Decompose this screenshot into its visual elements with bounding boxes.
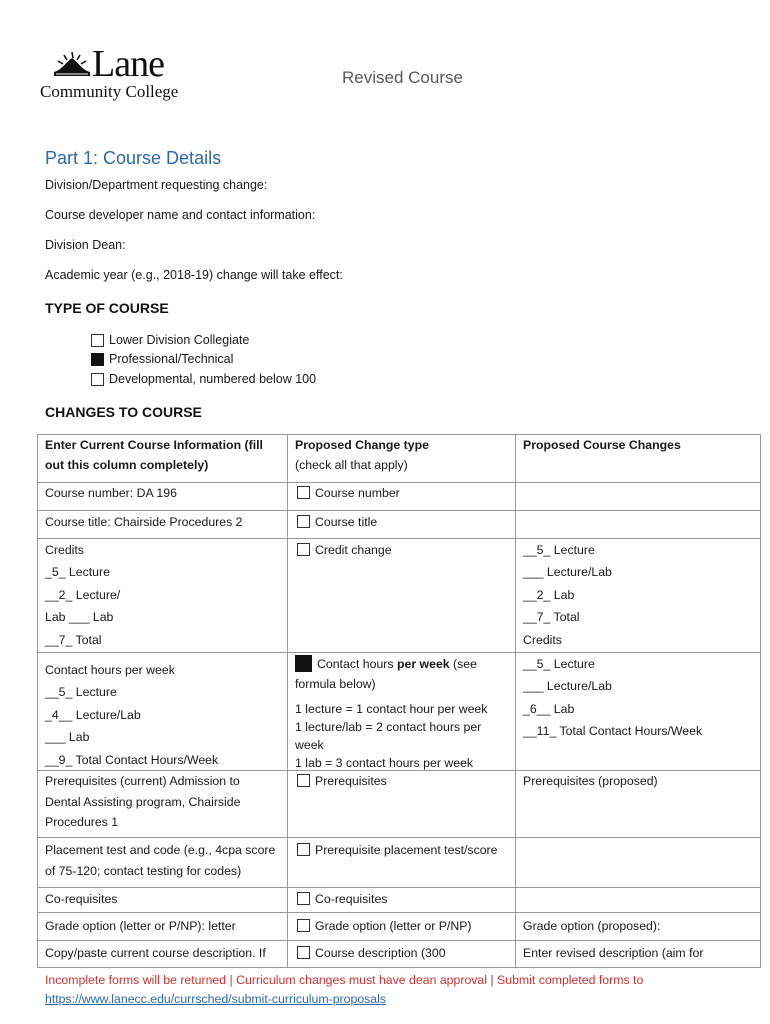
checkbox-label: Prerequisite placement test/score [315,843,498,857]
credits-lecture-lab: __2_ Lecture/ [45,588,121,602]
formula-line2: 1 lecture/lab = 2 contact hours per [295,720,482,734]
prereq-current-line1: Prerequisites (current) Admission to [45,774,240,788]
submission-link[interactable]: https://www.lanecc.edu/currsched/submit-curriculum-proposals [45,992,387,1006]
formula-line1: 1 lecture = 1 contact hour per week [295,702,488,716]
current-course-number: Course number: DA 196 [45,486,177,500]
option-label: Lower Division Collegiate [109,333,250,347]
checkbox[interactable] [297,892,310,905]
credits-lab: Lab ___ Lab [45,610,114,624]
prereq-proposed: Prerequisites (proposed) [523,774,658,788]
checkbox[interactable] [91,373,104,386]
col2-header-line2: (check all that apply) [295,458,408,472]
checkbox[interactable] [297,515,310,528]
checkbox-label: Course number [315,486,400,500]
checkbox-label: Grade option (letter or P/NP) [315,919,472,933]
checkbox[interactable] [297,486,310,499]
checkbox[interactable] [297,946,310,959]
proposed-contact-total: __11_ Total Contact Hours/Week [523,724,703,738]
col2-header-line1: Proposed Change type [295,438,429,452]
placement-current-line2: of 75-120; contact testing for codes) [45,864,242,878]
field-developer-label: Course developer name and contact information: [45,208,316,222]
contact-hours-lecture: __5_ Lecture [45,685,117,699]
changes-heading: CHANGES TO COURSE [45,404,202,420]
section-heading-part1: Part 1: Course Details [45,148,222,168]
field-division-label: Division/Department requesting change: [45,178,268,192]
checkbox[interactable] [91,334,104,347]
contact-hours-label: Contact hours per week [45,663,175,677]
checkbox-checked[interactable] [91,353,104,366]
logo-wordmark: Lane [92,43,164,85]
change-contact-hours[interactable] [295,654,477,674]
credits-label: Credits [45,543,84,557]
contact-hours-total: __9_ Total Contact Hours/Week [45,753,219,767]
checkbox-checked[interactable] [295,655,312,672]
current-course-title: Course title: Chairside Procedures 2 [45,515,243,529]
footer-notice-text: Incomplete forms will be returned | Curriculum changes must have dean approval | Submit completed forms to [45,973,644,987]
checkbox-label: Course title [315,515,378,529]
change-course-title[interactable] [297,512,377,532]
contact-hours-lecture-lab: _4__ Lecture/Lab [45,708,141,722]
description-current: Copy/paste current course description. If [45,946,266,960]
proposed-credits-label: Credits [523,633,562,647]
checkbox-label: Co-requisites [315,892,388,906]
proposed-contact-lecture: __5_ Lecture [523,657,595,671]
checkbox[interactable] [297,774,310,787]
change-credits[interactable] [297,540,392,560]
field-dean-label: Division Dean: [45,238,126,252]
changes-table [37,434,761,967]
credits-lecture: _5_ Lecture [45,565,110,579]
proposed-contact-lecture-lab: ___ Lecture/Lab [523,679,612,693]
option-lower-division[interactable] [91,333,249,347]
logo-subtitle: Community College [40,82,179,101]
checkbox-label: Prerequisites [315,774,387,788]
option-professional-technical[interactable] [91,352,233,366]
option-developmental[interactable] [91,372,316,386]
checkbox[interactable] [297,843,310,856]
college-logo [40,42,200,102]
formula-line4: 1 lab = 3 contact hours per week [295,756,474,770]
proposed-contact-lab: _6__ Lab [523,702,575,716]
checkbox-label: Contact hours per week (see [317,657,477,671]
option-label: Developmental, numbered below 100 [109,372,317,386]
proposed-credits-lab: __2_ Lab [523,588,575,602]
prereq-current-line2: Dental Assisting program, Chairside [45,795,241,809]
change-placement[interactable] [297,840,498,860]
proposed-credits-total: __7_ Total [523,610,580,624]
sunrise-logo-icon [52,50,92,78]
contact-hours-change-line2: formula below) [295,677,376,691]
option-label: Professional/Technical [109,352,234,366]
checkbox-label: Credit change [315,543,392,557]
footer-notice [45,971,735,1009]
proposed-credits-lecture: __5_ Lecture [523,543,595,557]
field-academic-year-label: Academic year (e.g., 2018-19) change will take effect: [45,268,343,282]
placement-current-line1: Placement test and code (e.g., 4cpa score [45,843,276,857]
change-corequisites[interactable] [297,889,387,909]
type-of-course-heading: TYPE OF COURSE [45,300,169,316]
grade-option-current: Grade option (letter or P/NP): letter [45,919,236,933]
checkbox[interactable] [297,919,310,932]
change-description[interactable] [297,943,446,963]
prereq-current-line3: Procedures 1 [45,815,119,829]
col1-header-line1: Enter Current Course Information (fill [45,438,263,452]
change-prerequisites[interactable] [297,771,387,791]
checkbox[interactable] [297,543,310,556]
formula-line3: week [295,738,324,752]
col1-header-line2: out this column completely) [45,458,209,472]
grade-option-proposed: Grade option (proposed): [523,919,661,933]
coreq-current: Co-requisites [45,892,118,906]
change-grade-option[interactable] [297,916,472,936]
document-title: Revised Course [342,68,463,87]
col3-header: Proposed Course Changes [523,438,681,452]
proposed-credits-lecture-lab: ___ Lecture/Lab [523,565,612,579]
credits-total: __7_ Total [45,633,102,647]
change-course-number[interactable] [297,483,400,503]
description-proposed: Enter revised description (aim for [523,946,704,960]
checkbox-label: Course description (300 [315,946,446,960]
contact-hours-lab: ___ Lab [45,730,90,744]
